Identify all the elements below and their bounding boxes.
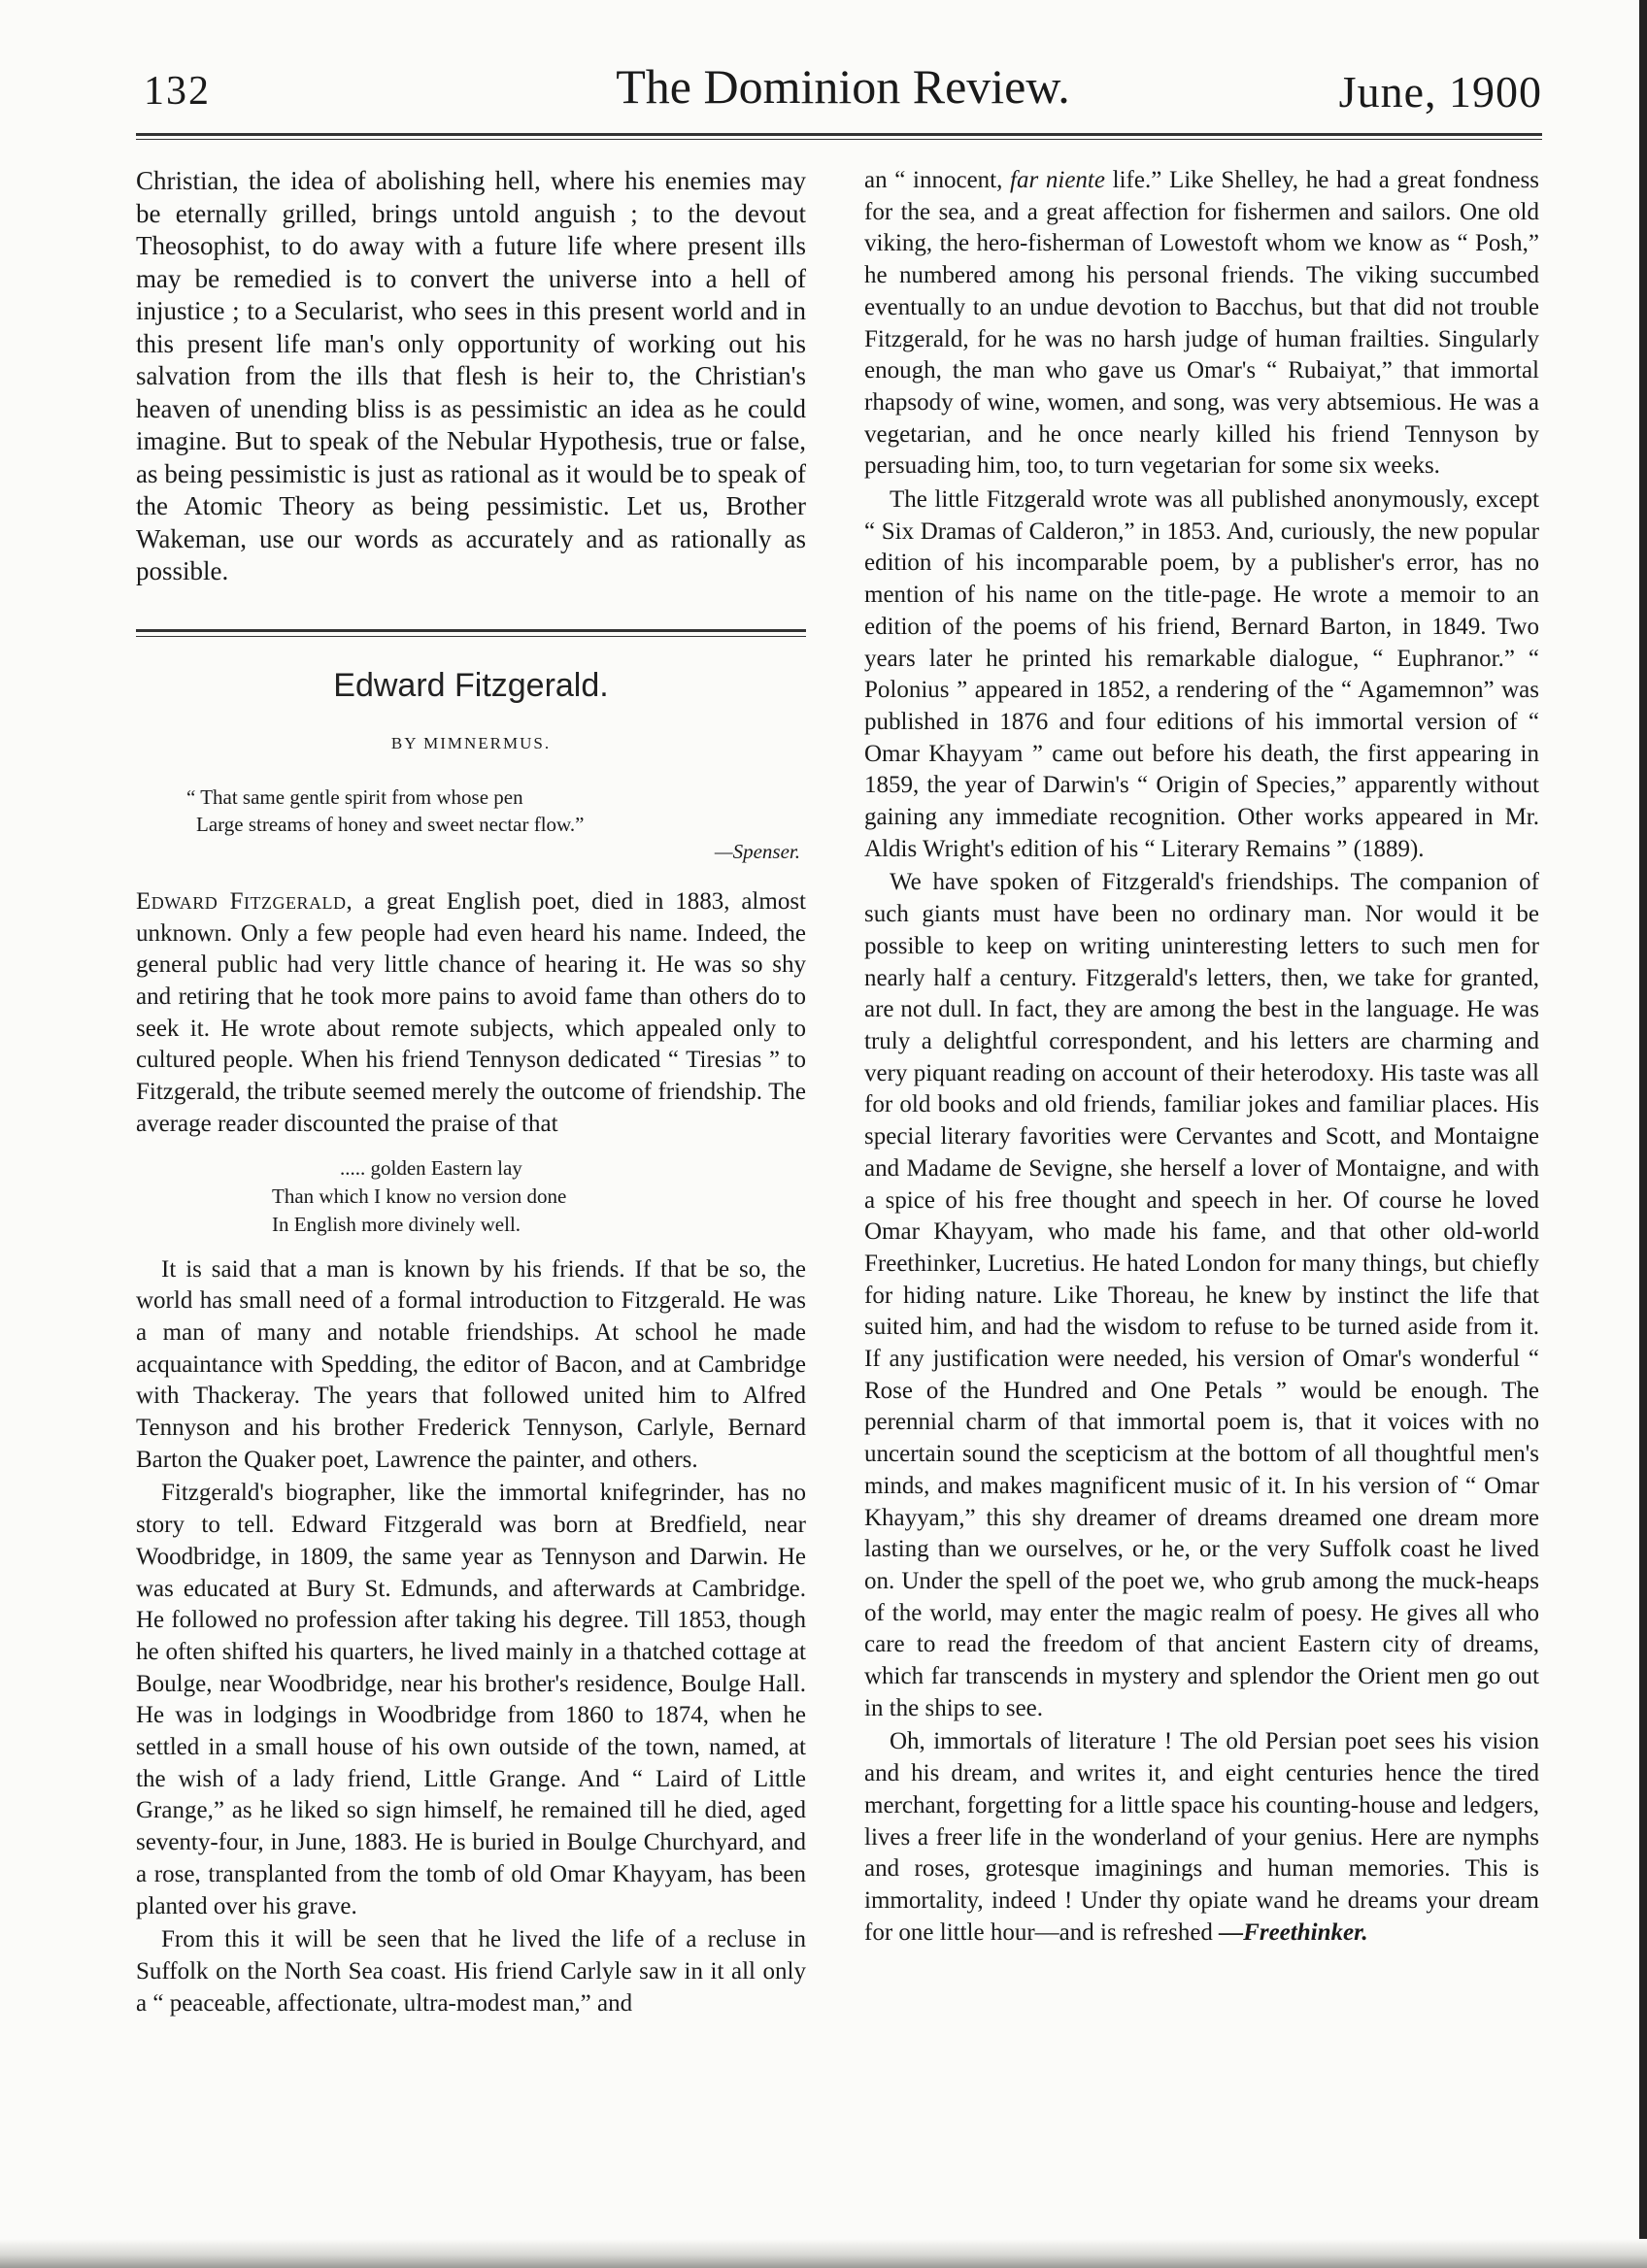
issue-date: June, 1900	[1338, 67, 1542, 117]
verse-line: Than which I know no version done	[272, 1184, 567, 1208]
paragraph-text: an “ innocent,	[864, 167, 1011, 193]
scan-shadow	[0, 2239, 1647, 2268]
header-rule	[136, 133, 1542, 140]
left-column	[136, 165, 806, 2019]
paragraph-1	[136, 886, 806, 1141]
running-header	[144, 58, 1542, 126]
paragraph-6: We have spoken of Fitzgerald's friendships. The companion of such giants must have been no ordinary man. Nor would it be possible to keep on writing uninteresting letters to such men for nearly half a century. Fitzgerald's letters, then, we take for granted, are not dull. In fact, they are among the best in the language. He was truly a delightful correspondent, and his letters are charming and very piquant reading on account of their heterodoxy. His taste was all for old books and old friends, familiar jokes and familiar places. His special literary favorities were Cervantes and Scott, and Montaigne and Madame de Sevigne, she herself a lover of Montaigne, and with a spice of his free thought and speech in her. Of course he loved Omar Khayyam, who made his fame, and that other old-world Freethinker, Lucretius. He hated London for many things, but chiefly for hiding nature. Like Thoreau, he knew by instinct the life that suited him, and had the wisdom to refuse to be turned aside from it. If any justification were needed, his version of Omar's wonderful “ Rose of the Hundred and One Petals ” would be enough. The perennial charm of that immortal poem is, that it voices with no uncertain sound the scepticism at the bottom of all thoughtful men's minds, and makes magnificent music of it. In his version of “ Omar Khayyam,” this shy dreamer of dreams dreamed one dream more lasting than we ourselves, or he, or the very Suffolk coast he lived on. Under the spell of the poet we, who grub among the muck-heaps of the world, may enter the magic realm of poesy. He gives all who care to read the freedom of that ancient Eastern city of dreams, which far transcends in mystery and splendor the Orient men go out in the ships to see.	[864, 869, 1539, 1721]
scan-edge	[1639, 0, 1647, 2268]
source-credit: —Freethinker.	[1219, 1918, 1368, 1946]
paragraph-text: a great English poet, died in 1883, almost unknown. Only a few people had even heard his name. Indeed, the general public had very little chance of hearing it. He was so shy and retiring that he took more pains to avoid fame than others do to seek it. He wrote about remote subjects, which appealed only to cultured people. When his friend Tennyson dedicated “ Tiresias ” to Fitzgerald, the tribute seemed merely the outcome of friendship. The average reader discounted the praise of that	[136, 887, 806, 1137]
epigraph	[186, 784, 806, 865]
epigraph-attribution: —Spenser.	[714, 839, 800, 863]
paragraph-text: Oh, immortals of literature ! The old Persian poet sees his vision and his dream, and writes it, and eight centuries hence the tired merchant, forgetting for a little space his counting-house and ledgers, lives a freer life in the wonderland of your genius. Here are nymphs and roses, grotesque imaginings and human memories. This is immortality, indeed ! Under thy opiate wand he dreams your dream for one little hour—and is refreshed	[864, 1728, 1539, 1946]
prior-article-closing: Christian, the idea of abolishing hell, where his enemies may be eternally grilled, brings untold anguish ; to the devout Theosophist, to do away with a future life where present ills may be remedied is to convert the universe into a hell of injustice ; to a Secularist, who sees in this present world and in this present life man's only opportunity of working out his salvation from the ills that flesh is heir to, the Christian's heaven of unending bliss is as pessimistic an idea as he could imagine. But to speak of the Nebular Hypothesis, true or false, as being pessimistic is just as rational as it would be to speak of the Atomic Theory as being pessimistic. Let us, Brother Wakeman, use our words as accurately and as rationally as possible.	[136, 166, 806, 585]
epigraph-line: “ That same gentle spirit from whose pen	[186, 784, 523, 809]
paragraph-3: Fitzgerald's biographer, like the immortal knifegrinder, has no story to tell. Edward Fitzgerald was born at Bredfield, near Woodbridge, in 1809, the same year as Tennyson and Darwin. He was educated at Bury St. Edmunds, and afterwards at Cambridge. He followed no profession after taking his degree. Till 1853, though he often shifted his quarters, he lived mainly in a thatched cottage at Boulge, near Woodbridge, near his brother's residence, Boulge Hall. He was in lodgings in Woodbridge from 1860 to 1874, when he settled in a small house of his own outside of the town, named, at the wish of a lady friend, Little Grange. And “ Laird of Little Grange,” as he liked so sign himself, he remained till he died, aged seventy-four, in June, 1883. He is buried in Boulge Churchyard, and a rose, transplanted from the tomb of old Omar Khayyam, has been planted over his grave.	[136, 1480, 806, 1919]
verse-line: In English more divinely well.	[272, 1212, 521, 1236]
right-column	[864, 165, 1539, 1949]
section-divider	[136, 629, 806, 637]
paragraph-7	[864, 1726, 1539, 1949]
page-number: 132	[144, 69, 211, 114]
paragraph-5: The little Fitzgerald wrote was all published anonymously, except “ Six Dramas of Calderon,” in 1853. And, curiously, the new popular edition of his incomparable poem, by a publisher's error, has no mention of his name on the title-page. He wrote a memoir to an edition of the poems of his friend, Bernard Barton, in 1849. Two years later he printed his remarkable dialogue, “ Euphranor.” “ Polonius ” appeared in 1852, a rendering of the “ Agamemnon” was published in 1876 and four editions of his immortal version of “ Omar Khayyam ” came out before his death, the first appearing in 1859, the year of Darwin's “ Origin of Species,” apparently without gaining any immediate recognition. Other works appeared in Mr. Aldis Wright's edition of his “ Literary Remains ” (1889).	[864, 486, 1539, 862]
paragraph-2: It is said that a man is known by his friends. If that be so, the world has small need of a formal introduction to Fitzgerald. He was a man of many and notable friendships. At school he made acquaintance with Spedding, the editor of Bacon, and at Cambridge with Thackeray. The years that followed united him to Alfred Tennyson and his brother Frederick Tennyson, Carlyle, Bernard Barton the Quaker poet, Lawrence the painter, and others.	[136, 1255, 806, 1473]
verse-quote	[272, 1154, 806, 1239]
journal-title: The Dominion Review.	[616, 59, 1070, 114]
lead-name: Edward Fitzgerald,	[136, 887, 353, 915]
byline: BY MIMNERMUS.	[390, 734, 552, 753]
epigraph-line: Large streams of honey and sweet nectar flow.”	[196, 812, 585, 836]
verse-line: ..... golden Eastern lay	[340, 1155, 522, 1180]
paragraph-4: From this it will be seen that he lived the life of a recluse in Suffolk on the North Sea coast. His friend Carlyle saw in it all only a “ peaceable, affectionate, ultra-modest man,” and	[136, 1926, 806, 2017]
paragraph-4-continued	[864, 165, 1539, 483]
paragraph-text: life.” Like Shelley, he had a great fondness for the sea, and a great affection for fishermen and sailors. One old viking, the hero-fisherman of Lowestoft whom we know as “ Posh,” he numbered among his personal friends. The viking succumbed eventually to an undue devotion to Bacchus, but that did not trouble Fitzgerald, for he was no harsh judge of human frailties. Singularly enough, the man who gave us Omar's “ Rubaiyat,” that immortal rhapsody of wine, women, and song, was very abtsemious. He was a vegetarian, and he once nearly killed his friend Tennyson by persuading him, too, to turn vegetarian for some six weeks.	[864, 167, 1540, 480]
article-title: Edward Fitzgerald.	[333, 666, 609, 704]
italic-phrase: far niente	[1010, 167, 1105, 193]
